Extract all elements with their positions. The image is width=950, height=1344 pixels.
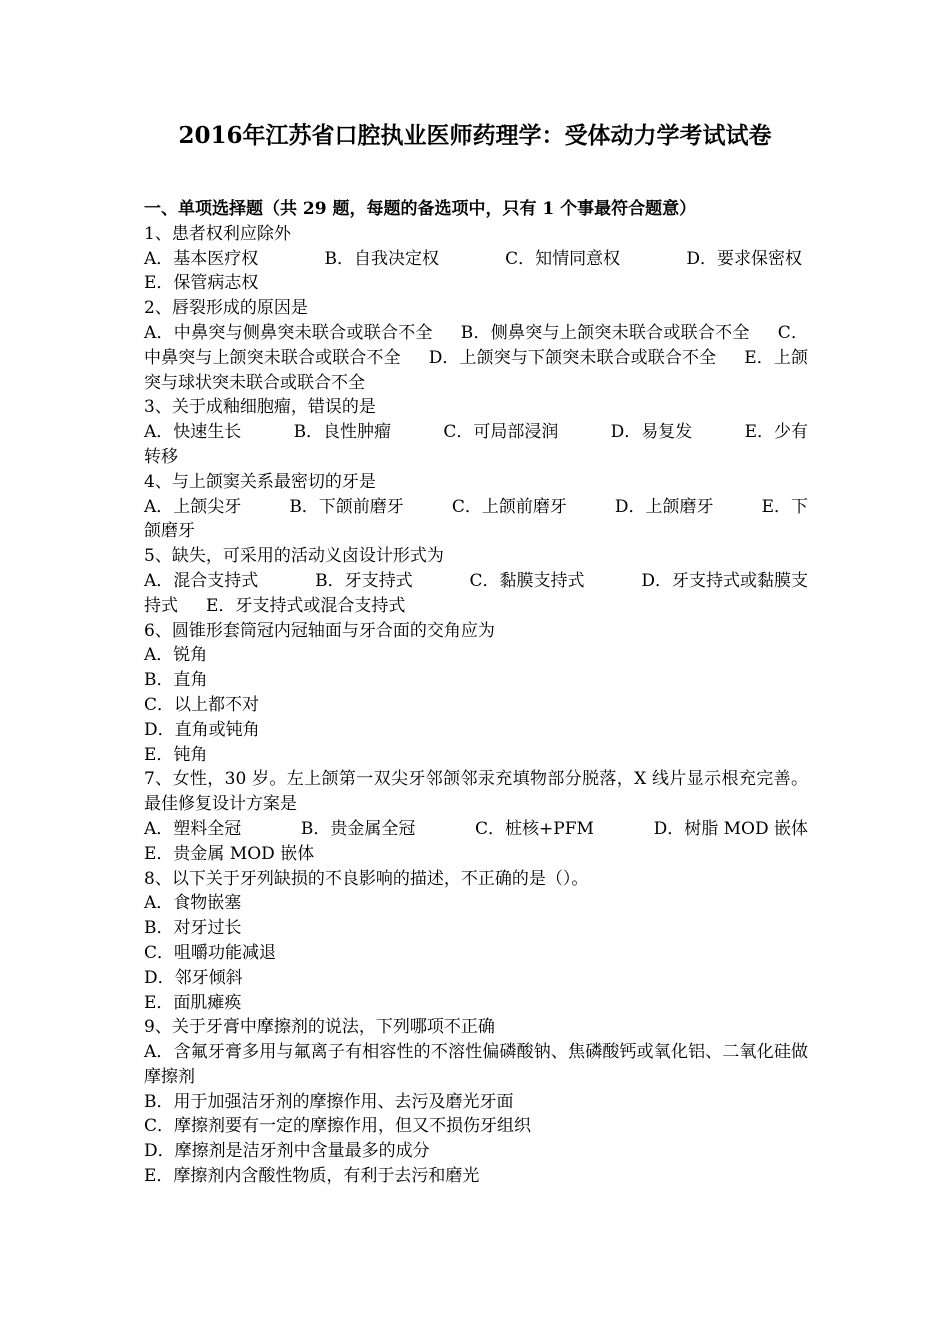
option: C．桩核+PFM <box>475 818 594 839</box>
option: E．摩擦剂内含酸性物质，有利于去污和磨光 <box>144 1166 480 1187</box>
option-row <box>144 247 808 272</box>
option: B．下颌前磨牙 <box>289 496 404 517</box>
option: A．中鼻突与侧鼻突未联合或联合不全 <box>144 322 433 343</box>
option: E．少有 <box>744 422 808 443</box>
option: B．自我决定权 <box>324 248 439 269</box>
option: E．面肌瘫痪 <box>144 992 242 1013</box>
option: A．快速生长 <box>144 422 242 443</box>
section-heading: 一、单项选择题（共 29 题，每题的备选项中，只有 1 个事最符合题意） <box>144 199 697 219</box>
option: A．基本医疗权 <box>144 248 259 269</box>
option: D．摩擦剂是洁牙剂中含量最多的成分 <box>144 1141 430 1162</box>
option-continuation <box>144 594 808 619</box>
document-title: 2016年江苏省口腔执业医师药理学：受体动力学考试试卷 <box>178 122 772 149</box>
option: B．用于加强洁牙剂的摩擦作用、去污及磨光牙面 <box>144 1091 514 1112</box>
option: A．混合支持式 <box>144 570 259 591</box>
option: D．易复发 <box>610 422 693 443</box>
option: C．黏膜支持式 <box>469 570 585 591</box>
option-continuation: 转移 <box>144 446 178 467</box>
option: D．邻牙倾斜 <box>144 967 243 988</box>
option-continuation-text: 持式 <box>144 595 178 616</box>
question-stem: 8、以下关于牙列缺损的不良影响的描述，不正确的是（）。 <box>144 868 589 889</box>
question-stem: 5、缺失，可采用的活动义卤设计形式为 <box>144 546 444 567</box>
question-stem: 7、女性，30 岁。左上颌第一双尖牙邻颌邻汞充填物部分脱落，X 线片显示根充完善。最佳修复设计方案是 <box>144 769 808 815</box>
option-continuation: 颌磨牙 <box>144 521 195 542</box>
question-stem: 4、与上颌窦关系最密切的牙是 <box>144 471 376 492</box>
option: A．含氟牙膏多用与氟离子有相容性的不溶性偏磷酸钠、焦磷酸钙或氧化铝、二氧化硅做摩擦剂 <box>144 1042 808 1087</box>
option-row <box>144 420 808 445</box>
option: D．牙支持式或黏膜支 <box>641 570 808 591</box>
question-stem: 9、关于牙膏中摩擦剂的说法，下列哪项不正确 <box>144 1017 495 1038</box>
option: D．树脂 MOD 嵌体 <box>653 818 808 839</box>
question-stem: 1、患者权利应除外 <box>144 223 291 244</box>
option: E．牙支持式或混合支持式 <box>206 595 406 616</box>
option: C．咀嚼功能减退 <box>144 942 277 963</box>
option: E．保管病志权 <box>144 273 259 294</box>
option: B．贵金属全冠 <box>300 818 416 839</box>
option: C．知情同意权 <box>505 248 621 269</box>
option-row <box>144 569 808 594</box>
option: D．上颌突与下颌突未联合或联合不全 <box>428 347 717 368</box>
option: E．下 <box>761 496 808 517</box>
option: C．摩擦剂要有一定的摩擦作用，但又不损伤牙组织 <box>144 1116 532 1137</box>
option: C．上颌前磨牙 <box>451 496 567 517</box>
option: A．塑料全冠 <box>144 818 242 839</box>
option: A．锐角 <box>144 645 208 666</box>
option: E．上颌突与球状突未联合或联合不全 <box>144 347 808 393</box>
document-body <box>144 197 808 1189</box>
option: C．以上都不对 <box>144 694 260 715</box>
option-row <box>144 495 808 520</box>
option: A．上颌尖牙 <box>144 496 242 517</box>
option: C．可局部浸润 <box>443 422 559 443</box>
option: D．要求保密权 <box>686 248 802 269</box>
option: C．中鼻突与上颌突未联合或联合不全 <box>144 322 808 368</box>
option: B．侧鼻突与上颌突未联合或联合不全 <box>460 322 750 343</box>
option: E．钝角 <box>144 744 208 765</box>
question-stem: 3、关于成釉细胞瘤，错误的是 <box>144 397 376 418</box>
option-row <box>144 817 808 842</box>
option: B．良性肿瘤 <box>293 422 392 443</box>
option: D．上颌磨牙 <box>614 496 714 517</box>
option: B．直角 <box>144 670 208 691</box>
option: A．食物嵌塞 <box>144 893 242 914</box>
question-stem: 6、圆锥形套筒冠内冠轴面与牙合面的交角应为 <box>144 620 495 641</box>
question-stem: 2、唇裂形成的原因是 <box>144 298 308 319</box>
option: B．对牙过长 <box>144 918 242 939</box>
option-paragraph <box>144 321 808 395</box>
option: E．贵金属 MOD 嵌体 <box>144 843 315 864</box>
option: D．直角或钝角 <box>144 719 260 740</box>
option: B．牙支持式 <box>315 570 413 591</box>
